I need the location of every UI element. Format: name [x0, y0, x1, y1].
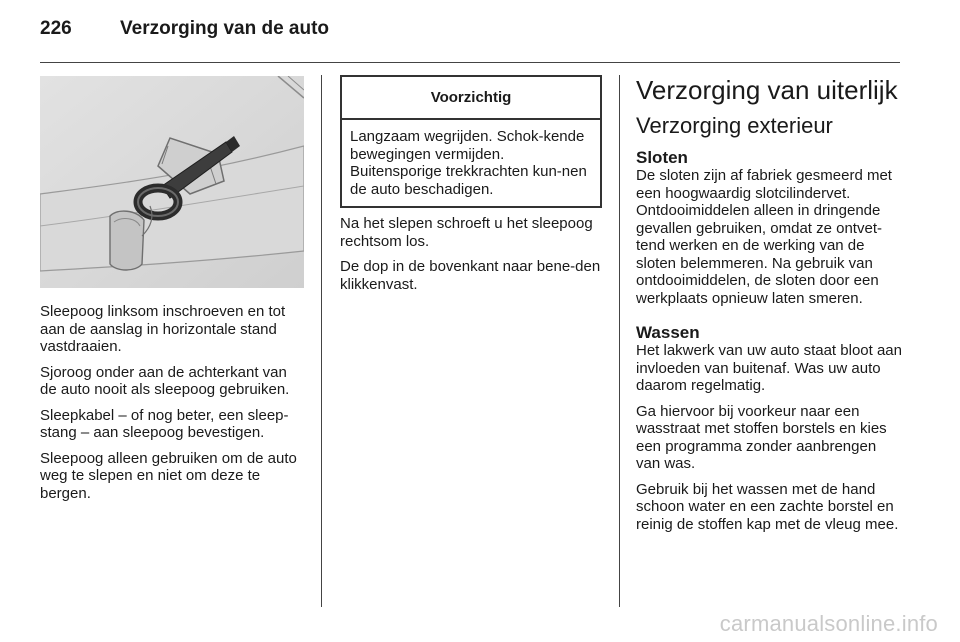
paragraph: De dop in de bovenkant naar bene-den klikkenvast.: [340, 258, 601, 293]
caution-box: [340, 75, 602, 208]
paragraph: Sleepkabel – of nog beter, een sleep-stang – aan sleepoog bevestigen.: [40, 406, 289, 441]
topic-heading-sloten: Sloten: [636, 148, 688, 167]
paragraph: Het lakwerk van uw auto staat bloot aan invloeden van buitenaf. Was uw auto daarom regelmatig.: [636, 342, 902, 394]
column-3: [636, 76, 902, 541]
column-divider-1: [321, 75, 322, 607]
page-number: 226: [40, 18, 72, 39]
towing-eye-figure: [40, 76, 304, 288]
caution-title: Voorzichtig: [342, 77, 600, 120]
paragraph: Ga hiervoor bij voorkeur naar een wasstraat met stoffen borstels en kies een programma zonder aanbrengen van was.: [636, 402, 887, 472]
page-title: Verzorging van de auto: [120, 18, 330, 39]
paragraph: Sleepoog linksom inschroeven en tot aan de aanslag in horizontale stand vastdraaien.: [40, 303, 286, 355]
column-2: [340, 215, 602, 301]
topic-heading-wassen: Wassen: [636, 323, 700, 342]
header-divider: [40, 62, 900, 63]
paragraph: Na het slepen schroeft u het sleepoog rechtsom los.: [340, 215, 593, 250]
column-divider-2: [619, 75, 620, 607]
paragraph: De sloten zijn af fabriek gesmeerd met een hoogwaardig slotcilindervet. Ontdooimiddelen alleen in dringende gevallen gebruiken, omdat ze ontvet-tend werken en de werking van de sloten belemmeren. Na gebruik van ontdooimiddelen, de sloten door een werkplaats opnieuw laten smeren.: [636, 167, 892, 307]
subsection-title: Verzorging exterieur: [636, 113, 833, 138]
towing-eye-illustration-icon: [40, 76, 304, 288]
watermark: carmanualsonline.info: [719, 611, 938, 636]
page-header: [40, 18, 920, 58]
column-1: [40, 303, 304, 510]
paragraph: Gebruik bij het wassen met de hand schoon water en een zachte borstel en reinig de stoffen kap met de vleug mee.: [636, 480, 899, 533]
paragraph: Sleepoog alleen gebruiken om de auto weg te slepen en niet om deze te bergen.: [40, 449, 297, 502]
caution-text: Langzaam wegrijden. Schok-kende bewegingen vermijden. Buitensporige trekkrachten kun-nen de auto beschadigen.: [350, 128, 587, 198]
section-title: Verzorging van uiterlijk: [636, 75, 898, 105]
paragraph: Sjoroog onder aan de achterkant van de auto nooit als sleepoog gebruiken.: [40, 363, 290, 398]
